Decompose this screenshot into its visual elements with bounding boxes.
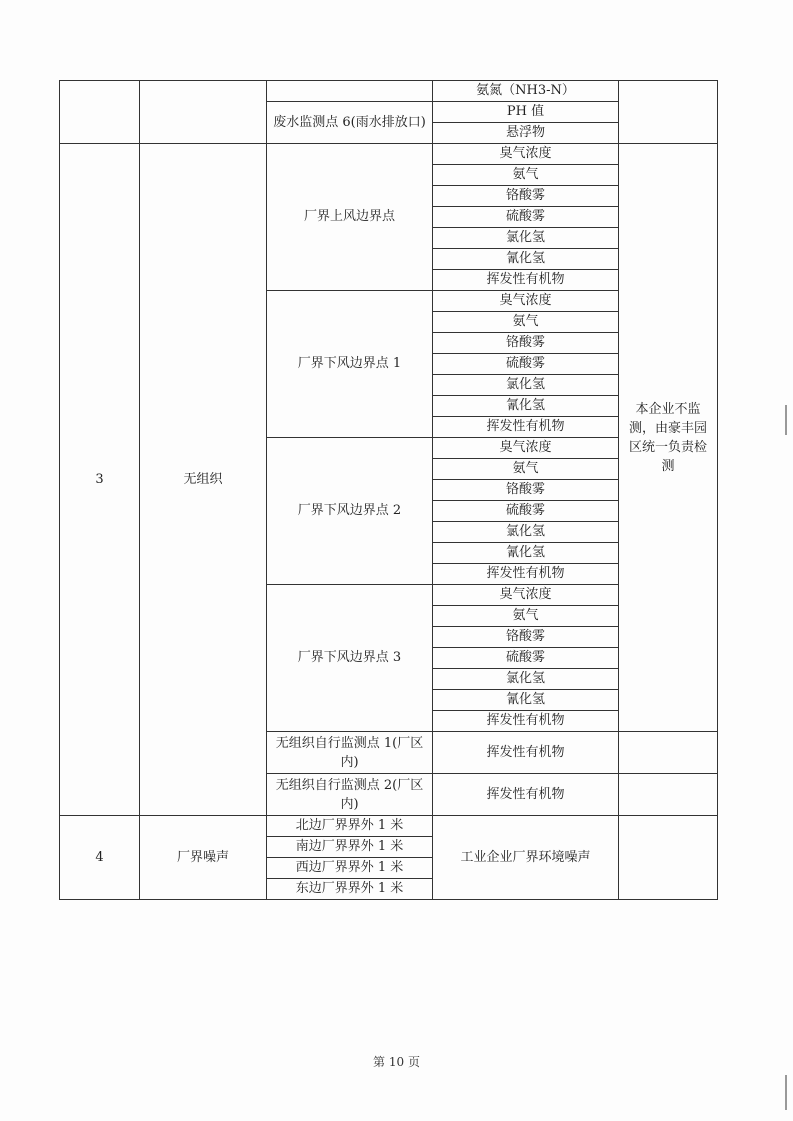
item-cell: 氨气 [433, 165, 619, 186]
no-cell: 3 [60, 144, 140, 816]
scan-edge-mark [785, 405, 787, 435]
point-cell: 西边厂界界外 1 米 [267, 858, 433, 879]
item-cell: 氯化氢 [433, 228, 619, 249]
table-row [60, 144, 718, 165]
item-cell: 氰化氢 [433, 543, 619, 564]
item-cell: 氨气 [433, 606, 619, 627]
point-cell: 厂界下风边界点 2 [267, 438, 433, 585]
item-cell: 氰化氢 [433, 249, 619, 270]
item-cell: 铬酸雾 [433, 627, 619, 648]
point-cell: 废水监测点 6(雨水排放口) [267, 102, 433, 144]
item-cell: 氯化氢 [433, 522, 619, 543]
item-cell: 挥发性有机物 [433, 564, 619, 585]
item-cell: 挥发性有机物 [433, 417, 619, 438]
item-cell: 挥发性有机物 [433, 774, 619, 816]
point-cell: 无组织自行监测点 1(厂区内) [267, 732, 433, 774]
item-cell: 工业企业厂界环境噪声 [433, 816, 619, 900]
category-cell: 无组织 [140, 144, 267, 816]
item-cell: 硫酸雾 [433, 501, 619, 522]
item-cell: 氰化氢 [433, 690, 619, 711]
point-cell-empty [267, 81, 433, 102]
item-cell: PH 值 [433, 102, 619, 123]
item-cell: 臭气浓度 [433, 291, 619, 312]
item-cell: 硫酸雾 [433, 648, 619, 669]
category-cell: 厂界噪声 [140, 816, 267, 900]
point-cell: 北边厂界界外 1 米 [267, 816, 433, 837]
point-cell: 厂界下风边界点 1 [267, 291, 433, 438]
monitoring-table [59, 80, 718, 900]
category-cell-empty [140, 81, 267, 144]
point-cell: 无组织自行监测点 2(厂区内) [267, 774, 433, 816]
note-cell-empty [619, 81, 718, 144]
item-cell: 硫酸雾 [433, 207, 619, 228]
scan-edge-mark [785, 1075, 787, 1110]
item-cell: 氯化氢 [433, 669, 619, 690]
no-cell: 4 [60, 816, 140, 900]
point-cell: 厂界下风边界点 3 [267, 585, 433, 732]
item-cell: 氨气 [433, 459, 619, 480]
point-cell: 厂界上风边界点 [267, 144, 433, 291]
table-row [60, 81, 718, 102]
item-cell: 铬酸雾 [433, 186, 619, 207]
item-cell: 臭气浓度 [433, 144, 619, 165]
item-cell: 氰化氢 [433, 396, 619, 417]
note-cell-empty [619, 774, 718, 816]
item-cell: 挥发性有机物 [433, 711, 619, 732]
item-cell: 悬浮物 [433, 123, 619, 144]
item-cell: 硫酸雾 [433, 354, 619, 375]
item-cell: 铬酸雾 [433, 480, 619, 501]
item-cell: 氨氮（NH3-N） [433, 81, 619, 102]
note-cell-empty [619, 816, 718, 900]
table-body [60, 81, 718, 900]
point-cell: 东边厂界界外 1 米 [267, 879, 433, 900]
item-cell: 氯化氢 [433, 375, 619, 396]
item-cell: 臭气浓度 [433, 438, 619, 459]
note-cell: 本企业不监测，由豪丰园区统一负责检测 [619, 144, 718, 732]
table-row [60, 816, 718, 837]
note-cell-empty [619, 732, 718, 774]
point-cell: 南边厂界界外 1 米 [267, 837, 433, 858]
no-cell-empty [60, 81, 140, 144]
item-cell: 氨气 [433, 312, 619, 333]
page-number: 第 10 页 [373, 1055, 420, 1069]
item-cell: 挥发性有机物 [433, 270, 619, 291]
item-cell: 铬酸雾 [433, 333, 619, 354]
item-cell: 臭气浓度 [433, 585, 619, 606]
item-cell: 挥发性有机物 [433, 732, 619, 774]
